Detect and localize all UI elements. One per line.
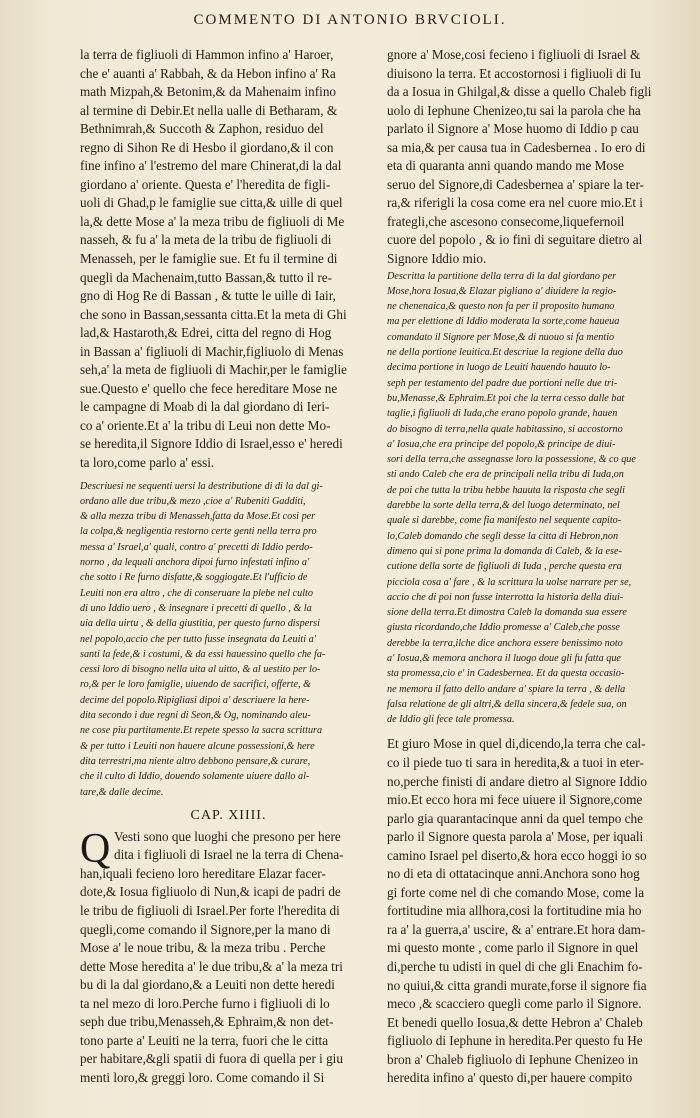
left-main-text-2 <box>80 865 377 1088</box>
text-line: diuisono la terra. Et accostornosi i figliuoli di Iu <box>387 65 641 81</box>
text-line: Bethnimrah,& Succoth & Zaphon, residuo del <box>80 121 324 137</box>
text-line: Leuiti non era altro , che di conseruare la plebe nel culto <box>80 587 313 599</box>
text-line: nel popolo,accio che per tutto fusse insegnata da Leuiti a' <box>80 633 316 645</box>
text-line: Mose a' le noue tribu, & la meza tribu . Perche <box>80 940 326 956</box>
text-line: quale si darebbe, come fia manifesto nel sequente capito- <box>387 515 622 527</box>
text-line: Descritta la partitione della terra di la dal giordano per <box>387 270 617 282</box>
text-line: ta loro,come parlo a' essi. <box>80 455 215 471</box>
text-line: mio.Et ecco hora mi fece uiuere il Signore,come <box>387 792 643 808</box>
text-line: sue.Questo e' quello che fece hereditare Mose ne <box>80 380 338 396</box>
text-line: lo,Caleb domando che segli desse la citta di Hebron,non <box>387 530 619 542</box>
text-line: che sotto i Re furno disfatte,& soggiogate.Et l'ufficio de <box>80 572 308 584</box>
text-line: tare,& dalle decime. <box>80 786 164 798</box>
text-line: decima portione in luogo de Leuiti hauendo hauuto lo- <box>387 362 611 374</box>
text-line: darebbe la sorte della terra,& del luogo determinato, nel <box>387 500 620 512</box>
text-line: seph due tribu,Menasseh,& Ephraim,& non det- <box>80 1014 334 1030</box>
text-line: quegli,come comando il Signore,per la mano di <box>80 921 331 937</box>
text-line: giusta ricordando,che Iddio promesse a' Caleb,che posse <box>387 622 620 634</box>
text-line: le tribu de figliuoli di Israel.Per forte l'heredita di <box>80 903 340 918</box>
text-line: picciola cosa a' fare , & la scrittura la uolse narrare per se, <box>387 576 632 588</box>
text-line: dita i figliuoli di Israel ne la terra di Chena- <box>114 847 344 863</box>
text-line: in Bassan a' figliuoli di Machir,figliuolo di Menas <box>80 343 344 359</box>
text-line: mi questo monte , come parlo il Signore in quel <box>387 940 639 956</box>
text-line: & per tutto i Leuiti non hauere alcune possessioni,& here <box>80 740 315 752</box>
text-line: sti ando Caleb che era de principali nella tribu di Iuda,on <box>387 469 624 481</box>
text-line: ne cose piu partitamente.Et repete spesso la sacra scrittura <box>80 725 323 737</box>
text-line: dette Mose heredita a' le due tribu,& a' la meza tri <box>80 958 343 974</box>
text-line: & alla mezza tribu di Menasseh,fatta da Mose.Et cosi per <box>80 511 316 523</box>
text-line: decime del popolo.Ripigliasi dipoi a' descriuere la here- <box>80 694 310 706</box>
text-line: uolo di Iephune Chenizeo,tu sai la parola che ha <box>387 102 641 118</box>
text-line: no,perche finisti di andare dietro al Signore Iddio <box>387 773 648 789</box>
text-line: eta di quaranta anni quando mando me Mose <box>387 158 624 174</box>
text-line: ma per elettione di Iddio moderata la sorte,come haueua <box>387 316 620 328</box>
text-line: falsa relatione de gli altri,& della sincera,& fedele sua, on <box>387 698 627 710</box>
text-line: han,iquali fecieno loro hereditare Elazar facer- <box>80 865 326 881</box>
text-line: ne memora il fatto dello andare a' spiare la terra , & della <box>387 683 626 695</box>
text-line: giordano a' oriente. Questa e' l'heredita de figli- <box>80 176 331 192</box>
text-line: al termine di Debir.Et nella ualle di Betharam, & <box>80 102 338 118</box>
chapter-opening <box>80 825 377 872</box>
text-line: dimeno qui si pone prima la domanda di Caleb, & la ese- <box>387 545 622 557</box>
text-line: figliuolo di Iephune in heredita.Per questo fu He <box>387 1033 643 1049</box>
text-line: a' Iosua,& memora anchora il luogo doue gli fu fatta que <box>387 652 621 664</box>
text-line: math Mizpah,& Betonim,& da Mahenaim infino <box>80 84 337 100</box>
text-line: lad,& Hastaroth,& Edrei, citta del regno di Hog <box>80 325 332 341</box>
text-line: seh,a' la meta de figliuoli di Machir,per le famiglie <box>80 362 347 378</box>
text-line: parlo gia quarantacinque anni da quel tempo che <box>387 810 643 826</box>
text-line: menti loro,& greggi loro. Come comando il Si <box>80 1069 325 1085</box>
text-line: uoli di Ghad,p le famiglie sue citta,& uille di quel <box>80 195 343 211</box>
left-column <box>80 46 377 1106</box>
text-line: no di eta di ottatacinque anni.Anchora sono hog <box>387 866 640 882</box>
text-line: fine infino a' l'estremo del mare Chinerat,di la dal <box>80 158 342 174</box>
text-line: parlato il Signore a' Mose huomo di Iddio p cau <box>387 121 639 137</box>
text-line: Et giuro Mose in quel di,dicendo,la terra che cal- <box>387 736 646 752</box>
text-line: de poi che tutta la tribu hebbe hauuta la risposta che segli <box>387 484 625 496</box>
text-line: sione della terra.Et dimostra Caleb la domanda sua essere <box>387 607 627 619</box>
text-line: accio che di poi non fusse interrotta la historia della diui- <box>387 591 624 603</box>
text-line: messa a' Israel,a' quali, contro a' precetti di Iddio perdo- <box>80 541 313 553</box>
right-column <box>387 46 685 1106</box>
text-line: derebbe la terra,ilche dice anchora essere benissimo noto <box>387 637 623 649</box>
text-line: la terra de figliuoli di Hammon infino a' Haroer, <box>80 47 334 62</box>
text-line: gno di Hog Re di Bassan , & tutte le uille di Iair, <box>80 288 336 304</box>
text-line: no quiui,& citta grandi murate,forse il signore fia <box>387 977 647 993</box>
text-line: Descriuesi ne sequenti uersi la destributione di di la dal gi- <box>80 480 323 492</box>
text-line: dita secondo i due regni di Seon,& Og, nominando aleu- <box>80 710 311 722</box>
text-line: le campagne di Moab di la dal giordano di Ieri- <box>80 399 330 415</box>
text-line: heredita infino a' questo di,per hauere compito <box>387 1070 633 1086</box>
text-line: quegli da Machenaim,tutto Bassan,& tutto il re- <box>80 269 332 285</box>
text-line: Mose,hora Iosua,& Elazar pigliano a' diuidere la regio- <box>387 285 617 297</box>
text-line: che il culto di Iddio, douendo solamente uiuere dallo al- <box>80 771 310 783</box>
text-line: gi forte come nel di che comando Mose, come la <box>387 884 645 900</box>
right-main-text-1 <box>387 46 685 269</box>
text-line: per habitare,&gli spatii di fuora di quella per i giu <box>80 1051 343 1067</box>
right-commentary <box>387 269 685 728</box>
text-line: frategli,che ascesono consecome,liquefernoil <box>387 213 625 229</box>
text-line: norno , da lequali anchora dipoi furno infestati infino a' <box>80 557 310 569</box>
text-line: gnore a' Mose,cosi fecieno i figliuoli di Israel & <box>387 47 641 62</box>
text-line: sa mia,& per causa tua in Cadesbernea . Io ero di <box>387 139 646 155</box>
text-line: di,perche tu udisti in quel di che gli Enachim fo- <box>387 959 643 975</box>
text-line: di uno Iddio uero , & insegnare i precetti di quello , & la <box>80 602 312 614</box>
text-line: Vesti sono que luoghi che presono per here <box>114 828 341 844</box>
text-line: la,& dette Mose a' la meza tribu de figliuoli di Me <box>80 213 345 229</box>
text-line: ta nel mezo di loro.Perche furno i figliuoli di lo <box>80 995 330 1011</box>
text-line: seph per testamento del padre due portioni nelle due tri- <box>387 377 618 389</box>
text-line: do bisogno di terra,nella quale habitassino, si accostorno <box>387 423 623 435</box>
text-line: da a Iosua in Ghilgal,& disse a quello Chaleb figli <box>387 84 652 100</box>
text-line: dote,& Iosua figliuolo di Nun,& icapi de padri de <box>80 884 341 900</box>
text-line: la colpa,& negligentia restorno certe genti nella terra pro <box>80 526 317 538</box>
chapter-heading: CAP. XIIII. <box>190 807 267 823</box>
text-line: tono parte a' Leuiti ne la terra, fuori che le citta <box>80 1032 329 1048</box>
text-line: ne della portione leuitica.Et descriue la regione della duo <box>387 347 623 359</box>
text-line: ordano alle due tribu,& mezo ,cioe a' Rubeniti Gadditi, <box>80 495 306 507</box>
text-line: ra,& riferigli la cosa come era nel cuore mio.Et i <box>387 195 643 211</box>
text-line: seruo del Signore,di Cadesbernea a' spiare la ter- <box>387 176 644 192</box>
text-line: regno di Sihon Re di Hesbo il giordano,& il con <box>80 139 334 155</box>
text-line: Menasseh, per le famiglie sue. Et fu il termine di <box>80 251 338 267</box>
text-line: co il piede tuo ti sara in heredita,& a tuoi in eter- <box>387 755 644 771</box>
right-main-text-2 <box>387 735 685 1087</box>
text-line: Et benedi quello Iosua,& dette Hebron a' Chaleb <box>387 1014 643 1030</box>
text-line: santi la fede,& i costumi, & da essi hauessino quello che fa- <box>80 648 326 660</box>
text-line: meco ,& scacciero quegli come parlo il Signore. <box>387 996 642 1012</box>
text-line: cutione della sorte de figliuoli di Iuda , perche questa era <box>387 561 622 573</box>
text-line: parlo il Signore questa parola a' Mose, per iquali <box>387 829 644 845</box>
text-line: fortitudine mia allhora,cosi la fortitudine mia ho <box>387 903 642 919</box>
text-line: bron a' Chaleb figliuolo di Iephune Chenizeo in <box>387 1051 639 1067</box>
text-line: se heredita,il Signore Iddio di Israel,esso e' heredi <box>80 436 343 452</box>
text-line: dita terrestri,ma niente altro debbono pensare,& curare, <box>80 755 311 767</box>
text-line: de Iddio gli fece tale promessa. <box>387 714 515 726</box>
text-line: bu,Menasse,& Ephraim.Et poi che la terra cesso dalle bat <box>387 392 625 404</box>
left-commentary <box>80 479 377 800</box>
left-main-text-2-indented <box>80 828 377 865</box>
text-line: ra a' la guerra,a' uscire, & a' entrare.Et hora dam- <box>387 921 646 937</box>
text-line: co a' oriente.Et a' la tribu di Leui non dette Mo- <box>80 417 331 433</box>
drop-cap-initial: Q <box>80 825 111 872</box>
text-line: a' Iosua,che era principe del popolo,& principe de diui- <box>387 438 616 450</box>
left-main-text-1 <box>80 46 377 473</box>
text-line: bu di la dal giordano,& a Leuiti non dette heredi <box>80 977 335 993</box>
text-line: ne chenenaica,& questo non fa per il proposito humano <box>387 301 615 313</box>
text-line: sta promessa,cio e' in Cadesbernea. Et da questa occasio- <box>387 668 625 680</box>
text-line: nasseh, & fu a' la meta de la tribu de figliuoli di <box>80 232 332 248</box>
text-line: taglie,i figliuoli di Iuda,che erano popolo grande, hauen <box>387 408 618 420</box>
text-line: uia della uirtu , & della giustitia, per questo furno dispersi <box>80 618 320 630</box>
text-line: sori della terra,che assegnasse loro la possessione, & co que <box>387 454 636 466</box>
running-head: COMMENTO DI ANTONIO BRVCIOLI. <box>193 12 507 28</box>
text-line: cessi loro di bisogno nella uita al uitto, & al uestito per lo- <box>80 664 321 676</box>
text-line: che sono in Bassan,sessanta citta.Et la meta di Ghi <box>80 306 347 322</box>
text-line: Signore Iddio mio. <box>387 251 487 267</box>
text-line: ro,& per le loro famiglie, uiuendo de sacrifici, offerte, & <box>80 679 311 691</box>
text-line: camino Israel pel diserto,& hora ecco hoggi io so <box>387 847 647 863</box>
text-line: che e' auanti a' Rabbah, & da Hebon infino a' Ra <box>80 65 336 81</box>
text-line: comandato il Signore per Mose,& di nuouo si fa mentio <box>387 331 615 343</box>
text-line: cuore del popolo , & io fini di seguitare dietro al <box>387 232 643 248</box>
